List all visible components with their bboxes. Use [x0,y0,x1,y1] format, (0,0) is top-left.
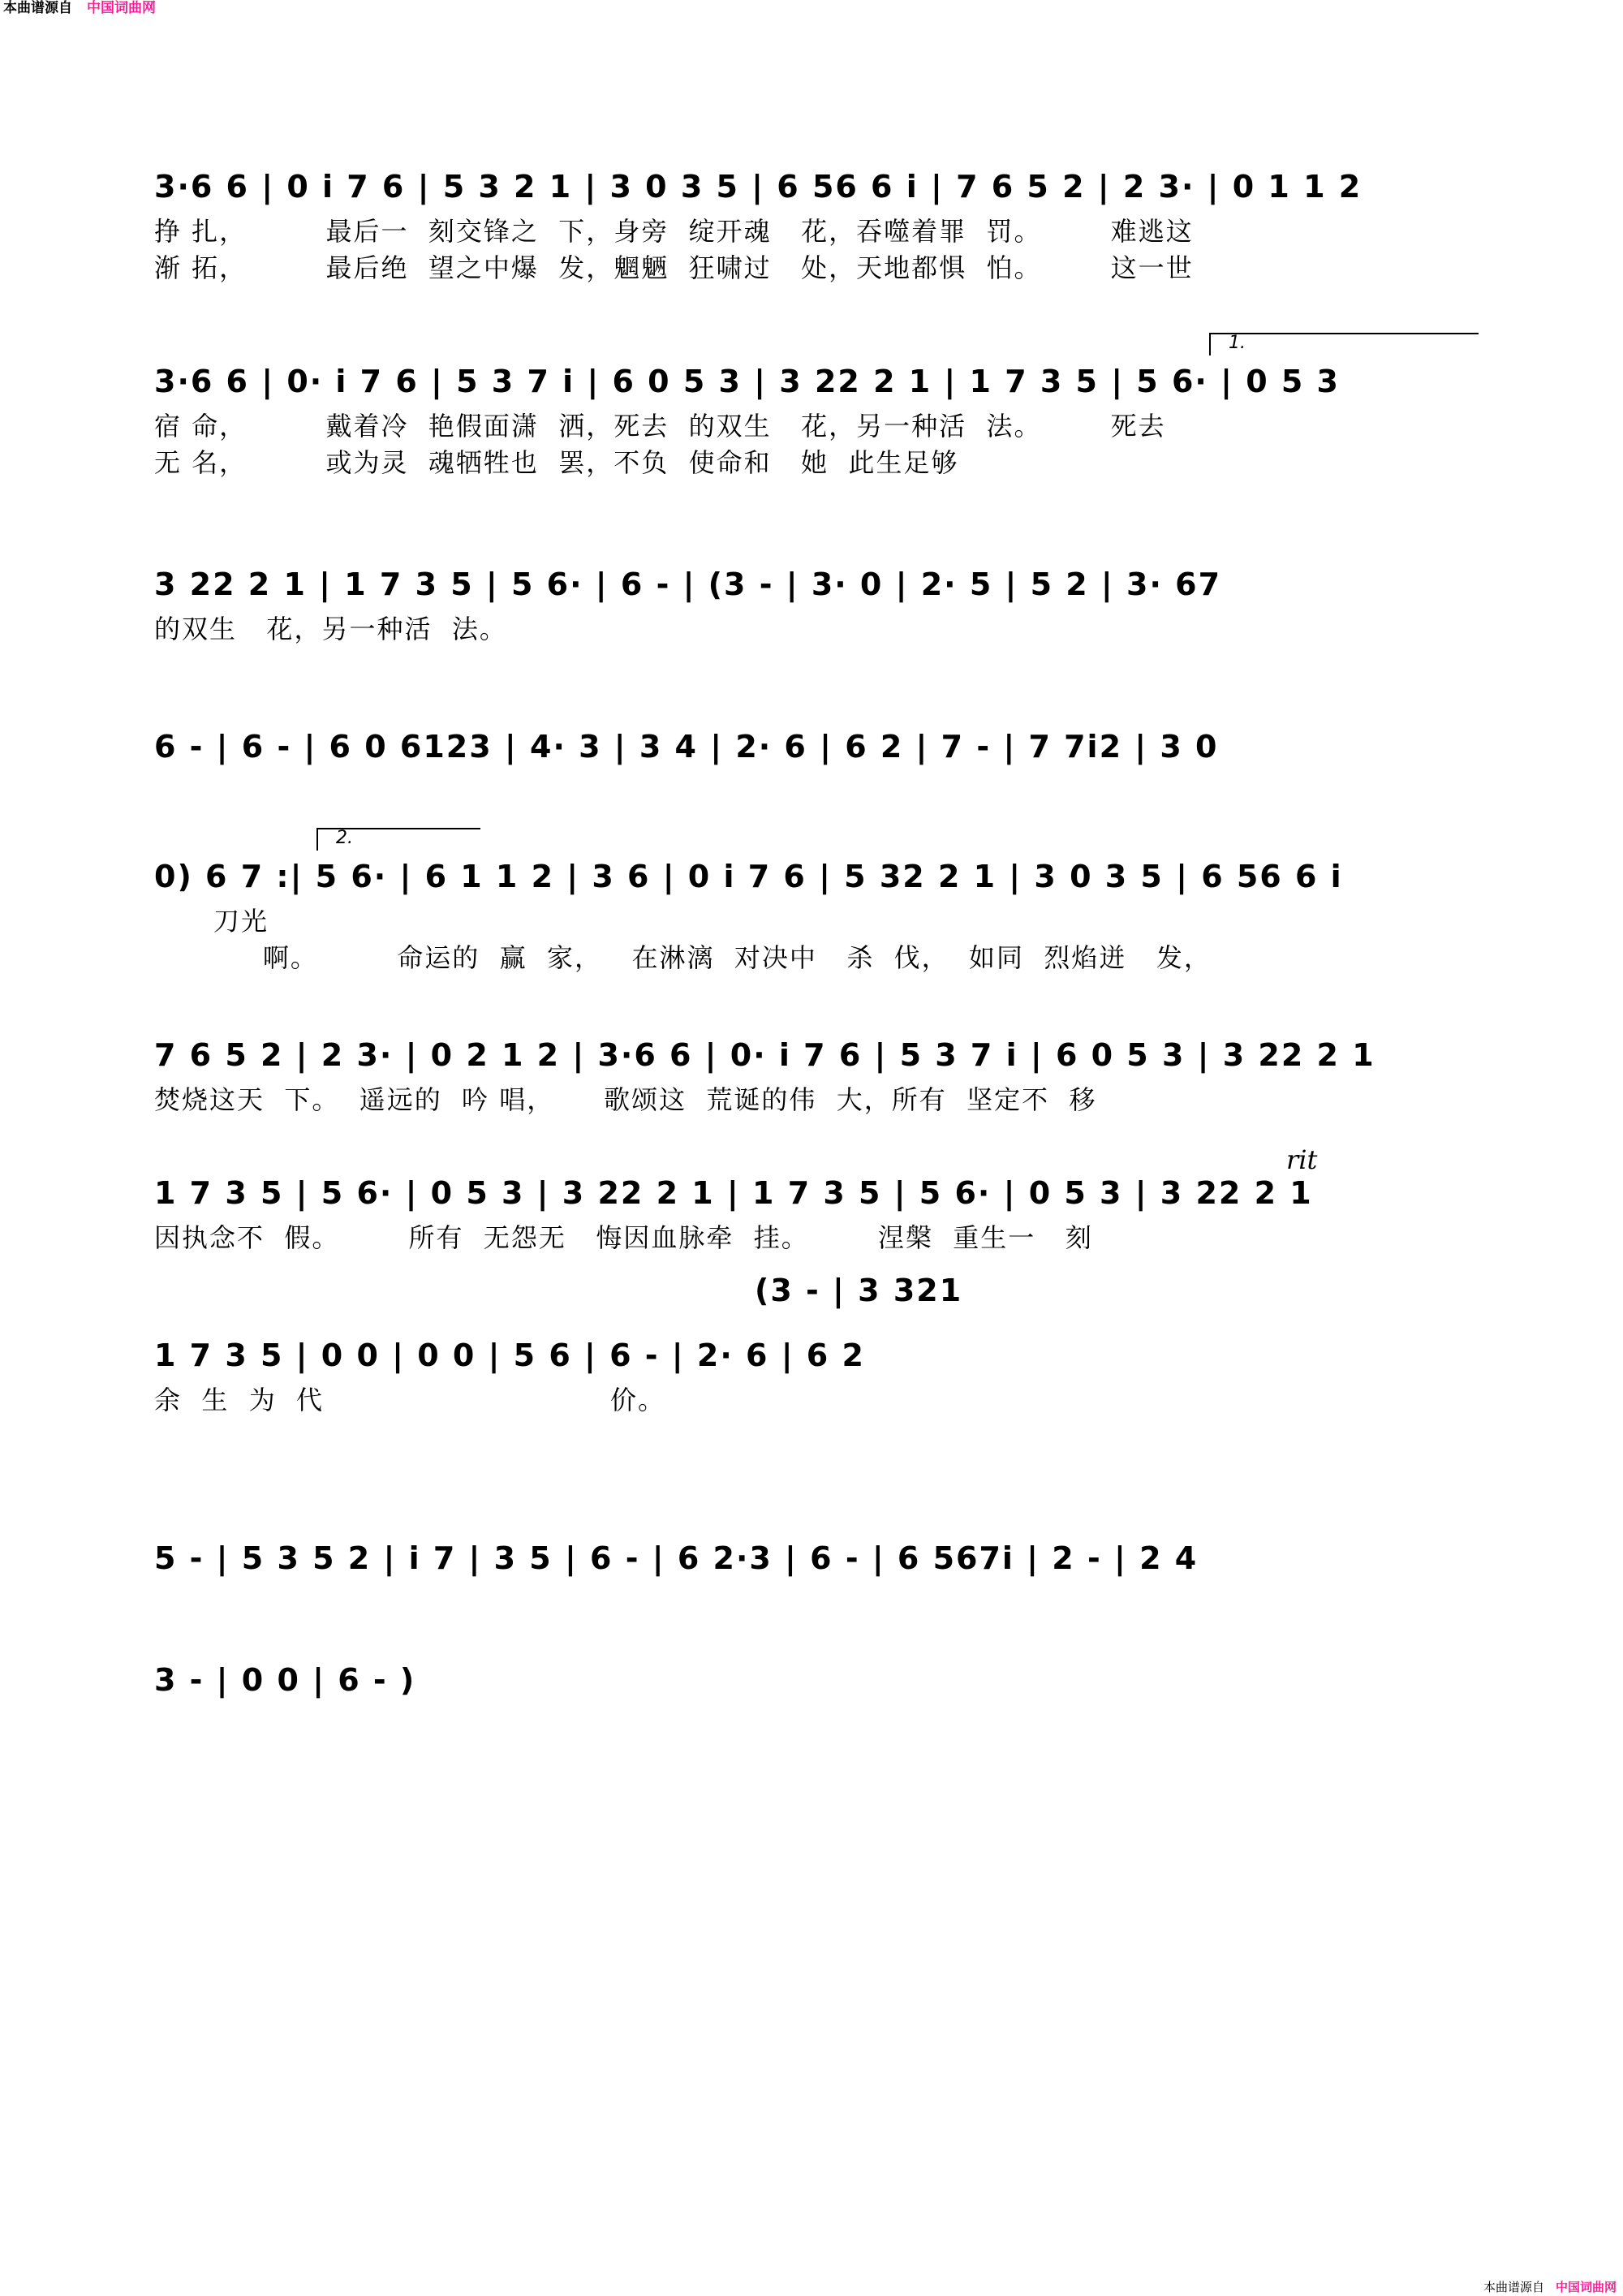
lyrics-line: 因执念不 假。 所有 无怨无 悔因血脉牵 挂。 涅槃 重生一 刻 [154,1222,1093,1253]
score-row [154,828,1477,1006]
score-row [154,1648,1477,1810]
notation-line: 3 22 2 1 | 1 7 3 5 | 5 6· | 6 - | (3 - | 3· 0 | 2· 5 | 5 2 | 3· 67 [154,566,1222,602]
page-header [3,0,156,16]
notation-line: 1 7 3 5 | 0 0 | 0 0 | 5 6 | 6 - | 2· 6 | 6 2 [154,1338,865,1373]
header-source-text: 本曲谱源自 [3,0,72,16]
score-row [154,1273,1477,1485]
header-site-link[interactable]: 中国词曲网 [87,0,156,16]
score-row [154,154,1477,317]
tempo-marking: rit [1286,1144,1318,1175]
volta-bracket [1209,333,1479,355]
lyrics-line: 无 名， 或为灵 魂牺牲也 罢，不负 使命和 她 此生足够 [154,447,959,478]
lyrics-line: 余 生 为 代 价。 [154,1385,666,1415]
footer-site-link[interactable]: 中国词曲网 [1555,2280,1617,2294]
lyrics-line: 啊。 命运的 赢 家， 在淋漓 对决中 杀 伐， 如同 烈焰迸 发， [154,942,1212,973]
notation-line: 1 7 3 5 | 5 6· | 0 5 3 | 3 22 2 1 | 1 7 3 5 | 5 6· | 0 5 3 | 3 22 2 1 [154,1175,1313,1211]
lyrics-line: 的双生 花，另一种活 法。 [154,614,507,644]
lyrics-line: 宿 命， 戴着冷 艳假面潇 洒，死去 的双生 花，另一种活 法。 死去 [154,411,1166,442]
lyrics-line: 渐 拓， 最后绝 望之中爆 发，魍魉 狂啸过 处，天地都惧 怕。 这一世 [154,252,1194,283]
notation-line: 3·6 6 | 0· i 7 6 | 5 3 7 i | 6 0 5 3 | 3 22 2 1 | 1 7 3 5 | 5 6· | 0 5 3 [154,364,1340,399]
notation-line: 7 6 5 2 | 2 3· | 0 2 1 2 | 3·6 6 | 0· i 7 6 | 5 3 7 i | 6 0 5 3 | 3 22 2 1 [154,1037,1375,1073]
notation-line: 3 - | 0 0 | 6 - ) [154,1662,416,1698]
lyrics-line: 挣 扎， 最后一 刻交锋之 下，身旁 绽开魂 花，吞噬着罪 罚。 难逃这 [154,216,1194,247]
notation-line: 6 - | 6 - | 6 0 6123 | 4· 3 | 3 4 | 2· 6 | 6 2 | 7 - | 7 7i2 | 3 0 [154,729,1219,765]
footer-source-text: 本曲谱源自 [1483,2280,1544,2294]
lyrics-line: 焚烧这天 下。 遥远的 吟 唱， 歌颂这 荒诞的伟 大，所有 坚定不 移 [154,1084,1097,1115]
notation-line: 3·6 6 | 0 i 7 6 | 5 3 2 1 | 3 0 3 5 | 6 56 6 i | 7 6 5 2 | 2 3· | 0 1 1 2 [154,169,1363,205]
volta-bracket [316,828,480,851]
notation-line: 5 - | 5 3 5 2 | i 7 | 3 5 | 6 - | 6 2·3 | 6 - | 6 567i | 2 - | 2 4 [154,1540,1199,1576]
volta-label: 1. [1229,333,1246,353]
score-row [154,333,1477,511]
page-footer [1483,2280,1617,2294]
upper-part-notes: (3 - | 3 321 [755,1273,963,1308]
lyrics-line: 刀光 [154,906,269,937]
notation-line: 0) 6 7 :| 5 6· | 6 1 1 2 | 3 6 | 0 i 7 6 | 5 32 2 1 | 3 0 3 5 | 6 56 6 i [154,859,1343,894]
volta-label: 2. [336,828,353,848]
score-row [154,552,1477,714]
